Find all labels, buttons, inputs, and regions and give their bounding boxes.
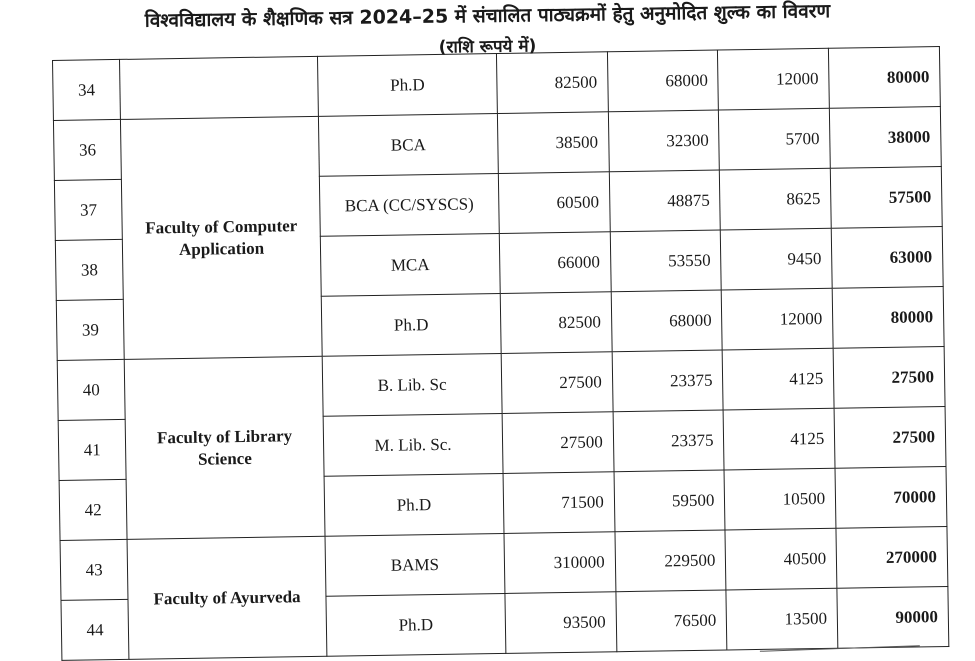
fee-total: 90000 — [837, 586, 949, 648]
fee-total: 80000 — [829, 47, 941, 109]
course-name: Ph.D — [321, 293, 501, 356]
fee-value-3: 10500 — [724, 468, 836, 530]
fee-value-2: 68000 — [611, 290, 723, 352]
fee-value-2: 32300 — [608, 110, 720, 172]
serial-number: 39 — [56, 299, 124, 360]
fee-table — [52, 46, 949, 661]
course-name: Ph.D — [324, 473, 504, 536]
serial-number: 37 — [54, 179, 122, 240]
page-title: विश्वविद्यालय के शैक्षणिक सत्र 2024–25 में संचालित पाठ्यक्रमों हेतु अनुमोदित शुल्क का विवरण — [144, 0, 831, 32]
serial-number: 34 — [53, 59, 121, 120]
faculty-computer-application: Faculty of Computer Application — [121, 116, 322, 359]
fee-value-3: 5700 — [719, 108, 831, 170]
fee-value-1: 38500 — [497, 112, 609, 174]
course-name: BAMS — [325, 533, 505, 596]
serial-number: 43 — [60, 539, 128, 600]
course-name: B. Lib. Sc — [322, 353, 502, 416]
fee-total: 80000 — [832, 287, 944, 349]
fee-total: 70000 — [835, 467, 947, 529]
serial-number: 44 — [61, 599, 129, 660]
fee-value-2: 48875 — [609, 170, 721, 232]
fee-value-1: 93500 — [505, 592, 617, 654]
fee-value-1: 71500 — [503, 472, 615, 534]
fee-value-3: 4125 — [724, 408, 836, 470]
fee-value-3: 12000 — [718, 48, 830, 110]
fee-value-2: 76500 — [616, 590, 728, 652]
serial-number: 42 — [59, 479, 127, 540]
fee-value-3: 40500 — [725, 528, 837, 590]
course-name: BCA (CC/SYSCS) — [319, 174, 499, 237]
fee-value-1: 27500 — [502, 412, 614, 474]
serial-number: 41 — [58, 419, 126, 480]
fee-total: 57500 — [830, 167, 942, 229]
fee-value-1: 310000 — [504, 532, 616, 594]
fee-value-3: 9450 — [721, 228, 833, 290]
course-name: MCA — [320, 233, 500, 296]
fee-value-1: 82500 — [496, 52, 608, 114]
course-name: Ph.D — [317, 54, 497, 117]
fee-value-1: 66000 — [499, 232, 611, 294]
fee-value-2: 53550 — [610, 230, 722, 292]
fee-value-3: 8625 — [720, 168, 832, 230]
fee-value-2: 23375 — [613, 410, 725, 472]
serial-number: 36 — [53, 119, 121, 180]
fee-total: 270000 — [836, 527, 948, 589]
course-name: Ph.D — [326, 593, 506, 656]
fee-value-2: 68000 — [607, 50, 719, 112]
fee-value-3: 13500 — [726, 588, 838, 650]
course-name: BCA — [318, 114, 498, 177]
fee-total: 38000 — [830, 107, 942, 169]
serial-number: 40 — [57, 359, 125, 420]
fee-value-1: 60500 — [498, 172, 610, 234]
course-name: M. Lib. Sc. — [323, 413, 503, 476]
fee-total: 63000 — [831, 227, 943, 289]
faculty-library-science: Faculty of Library Science — [124, 356, 324, 539]
fee-value-1: 82500 — [500, 292, 612, 354]
page-subtitle: (राशि रूपये में) — [438, 36, 537, 58]
fee-value-1: 27500 — [501, 352, 613, 414]
fee-total: 27500 — [834, 407, 946, 469]
serial-number: 38 — [55, 239, 123, 300]
faculty-cell-empty — [120, 56, 319, 119]
fee-value-2: 23375 — [612, 350, 724, 412]
fee-value-3: 12000 — [722, 288, 834, 350]
fee-total: 27500 — [833, 347, 945, 409]
fee-value-3: 4125 — [723, 348, 835, 410]
fee-value-2: 59500 — [614, 470, 726, 532]
fee-value-2: 229500 — [615, 530, 727, 592]
faculty-ayurveda: Faculty of Ayurveda — [127, 536, 327, 659]
